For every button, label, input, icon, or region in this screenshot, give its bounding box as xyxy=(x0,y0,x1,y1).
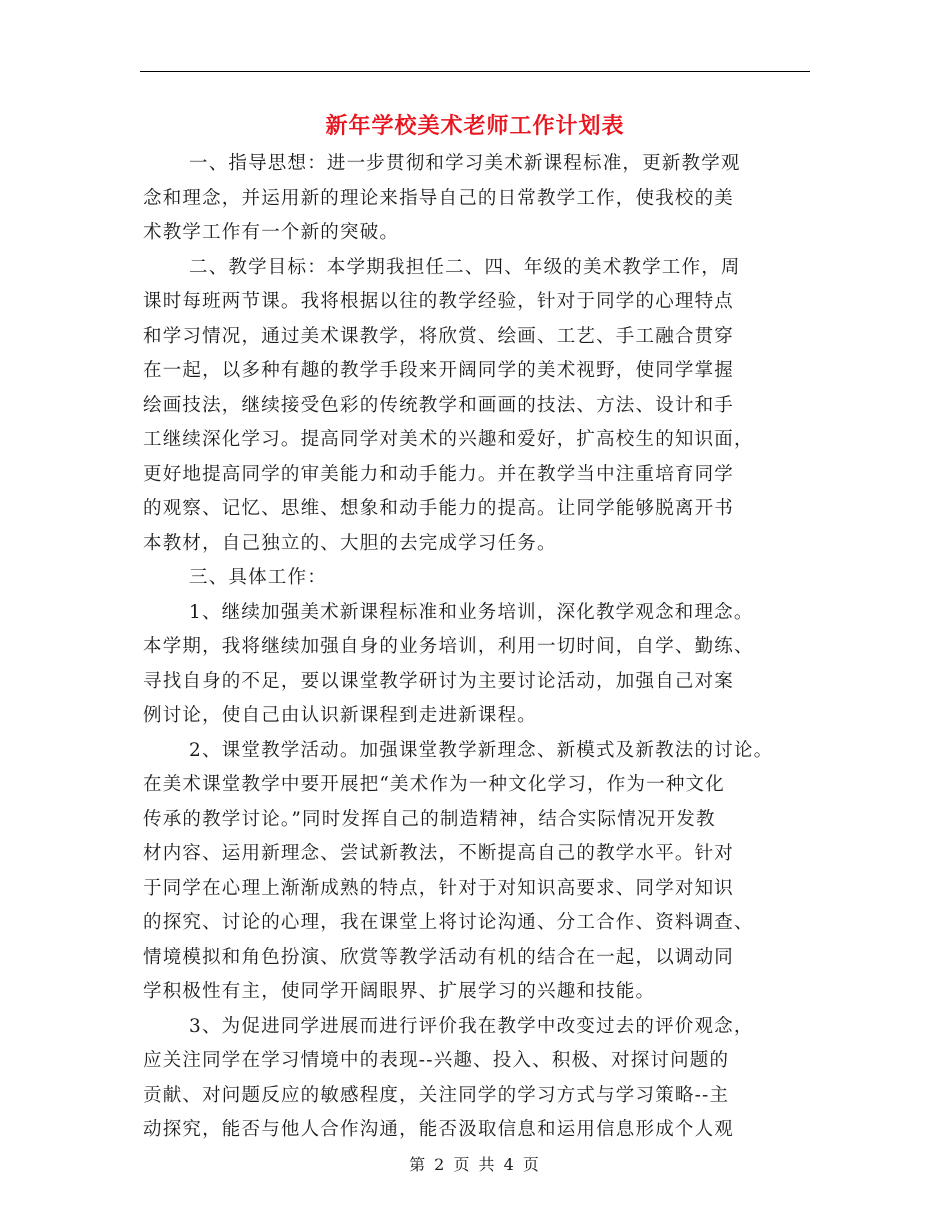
text-line: 情境模拟和角色扮演、欣赏等教学活动有机的结合在一起，以调动同 xyxy=(143,946,735,968)
text-line: 本学期，我将继续加强自身的业务培训，利用一切时间，自学、勤练、 xyxy=(143,636,754,657)
text-line: 1、继续加强美术新课程标准和业务培训，深化教学观念和理念。 xyxy=(189,601,754,623)
text-line: 动探究，能否与他人合作沟通，能否汲取信息和运用信息形成个人观 xyxy=(143,1119,735,1140)
text-line: 和学习情况，通过美术课教学，将欣赏、绘画、工艺、手工融合贯穿 xyxy=(143,325,735,347)
text-line: 于同学在心理上渐渐成熟的特点，针对于对知识高要求、同学对知识 xyxy=(143,877,735,899)
text-line: 2、课堂教学活动。加强课堂教学新理念、新模式及新教法的讨论。 xyxy=(189,739,774,761)
text-line: 课时每班两节课。我将根据以往的教学经验，针对于同学的心理特点 xyxy=(143,291,735,312)
text-line: 例讨论，使自己由认识新课程到走进新课程。 xyxy=(143,705,538,726)
text-line: 在美术课堂教学中要开展把“美术作为一种文化学习，作为一种文化 xyxy=(143,774,725,795)
text-line: 学积极性有主，使同学开阔眼界、扩展学习的兴趣和技能。 xyxy=(143,981,656,1002)
text-line: 本教材，自己独立的、大胆的去完成学习任务。 xyxy=(143,532,557,554)
text-line: 的观察、记忆、思维、想象和动手能力的提高。让同学能够脱离开书 xyxy=(143,498,735,519)
text-line: 术教学工作有一个新的突破。 xyxy=(143,222,400,243)
text-line: 寻找自身的不足，要以课堂教学研讨为主要讨论活动，加强自己对案 xyxy=(143,670,735,692)
text-line: 应关注同学在学习情境中的表现--兴趣、投入、积极、对探讨问题的 xyxy=(143,1050,730,1071)
document-title: 新年学校美术老师工作计划表 xyxy=(325,113,625,139)
text-line: 材内容、运用新理念、尝试新教法，不断提高自己的教学水平。针对 xyxy=(143,843,735,864)
text-line: 三、具体工作： xyxy=(189,567,327,588)
header-rule xyxy=(140,71,810,72)
text-line: 工继续深化学习。提高同学对美术的兴趣和爱好，扩高校生的知识面， xyxy=(143,429,754,450)
text-line: 二、教学目标：本学期我担任二、四、年级的美术教学工作，周 xyxy=(189,256,741,278)
text-line: 传承的教学讨论。”同时发挥自己的制造精神，结合实际情况开发教 xyxy=(143,808,716,830)
text-line: 念和理念，并运用新的理论来指导自己的日常教学工作，使我校的美 xyxy=(143,187,735,209)
text-line: 贡献、对问题反应的敏感程度，关注同学的学习方式与学习策略--主 xyxy=(143,1084,730,1106)
text-line: 绘画技法，继续接受色彩的传统教学和画画的技法、方法、设计和手 xyxy=(143,394,735,416)
text-line: 一、指导思想：进一步贯彻和学习美术新课程标准，更新教学观 xyxy=(189,153,741,174)
text-line: 在一起，以多种有趣的教学手段来开阔同学的美术视野，使同学掌握 xyxy=(143,360,735,381)
document-body xyxy=(143,147,813,1148)
page-number: 第 2 页 共 4 页 xyxy=(409,1155,541,1174)
text-line: 的探究、讨论的心理，我在课堂上将讨论沟通、分工合作、资料调查、 xyxy=(143,912,754,933)
text-line: 更好地提高同学的审美能力和动手能力。并在教学当中注重培育同学 xyxy=(143,463,735,485)
text-line: 3、为促进同学进展而进行评价我在教学中改变过去的评价观念， xyxy=(189,1015,754,1037)
